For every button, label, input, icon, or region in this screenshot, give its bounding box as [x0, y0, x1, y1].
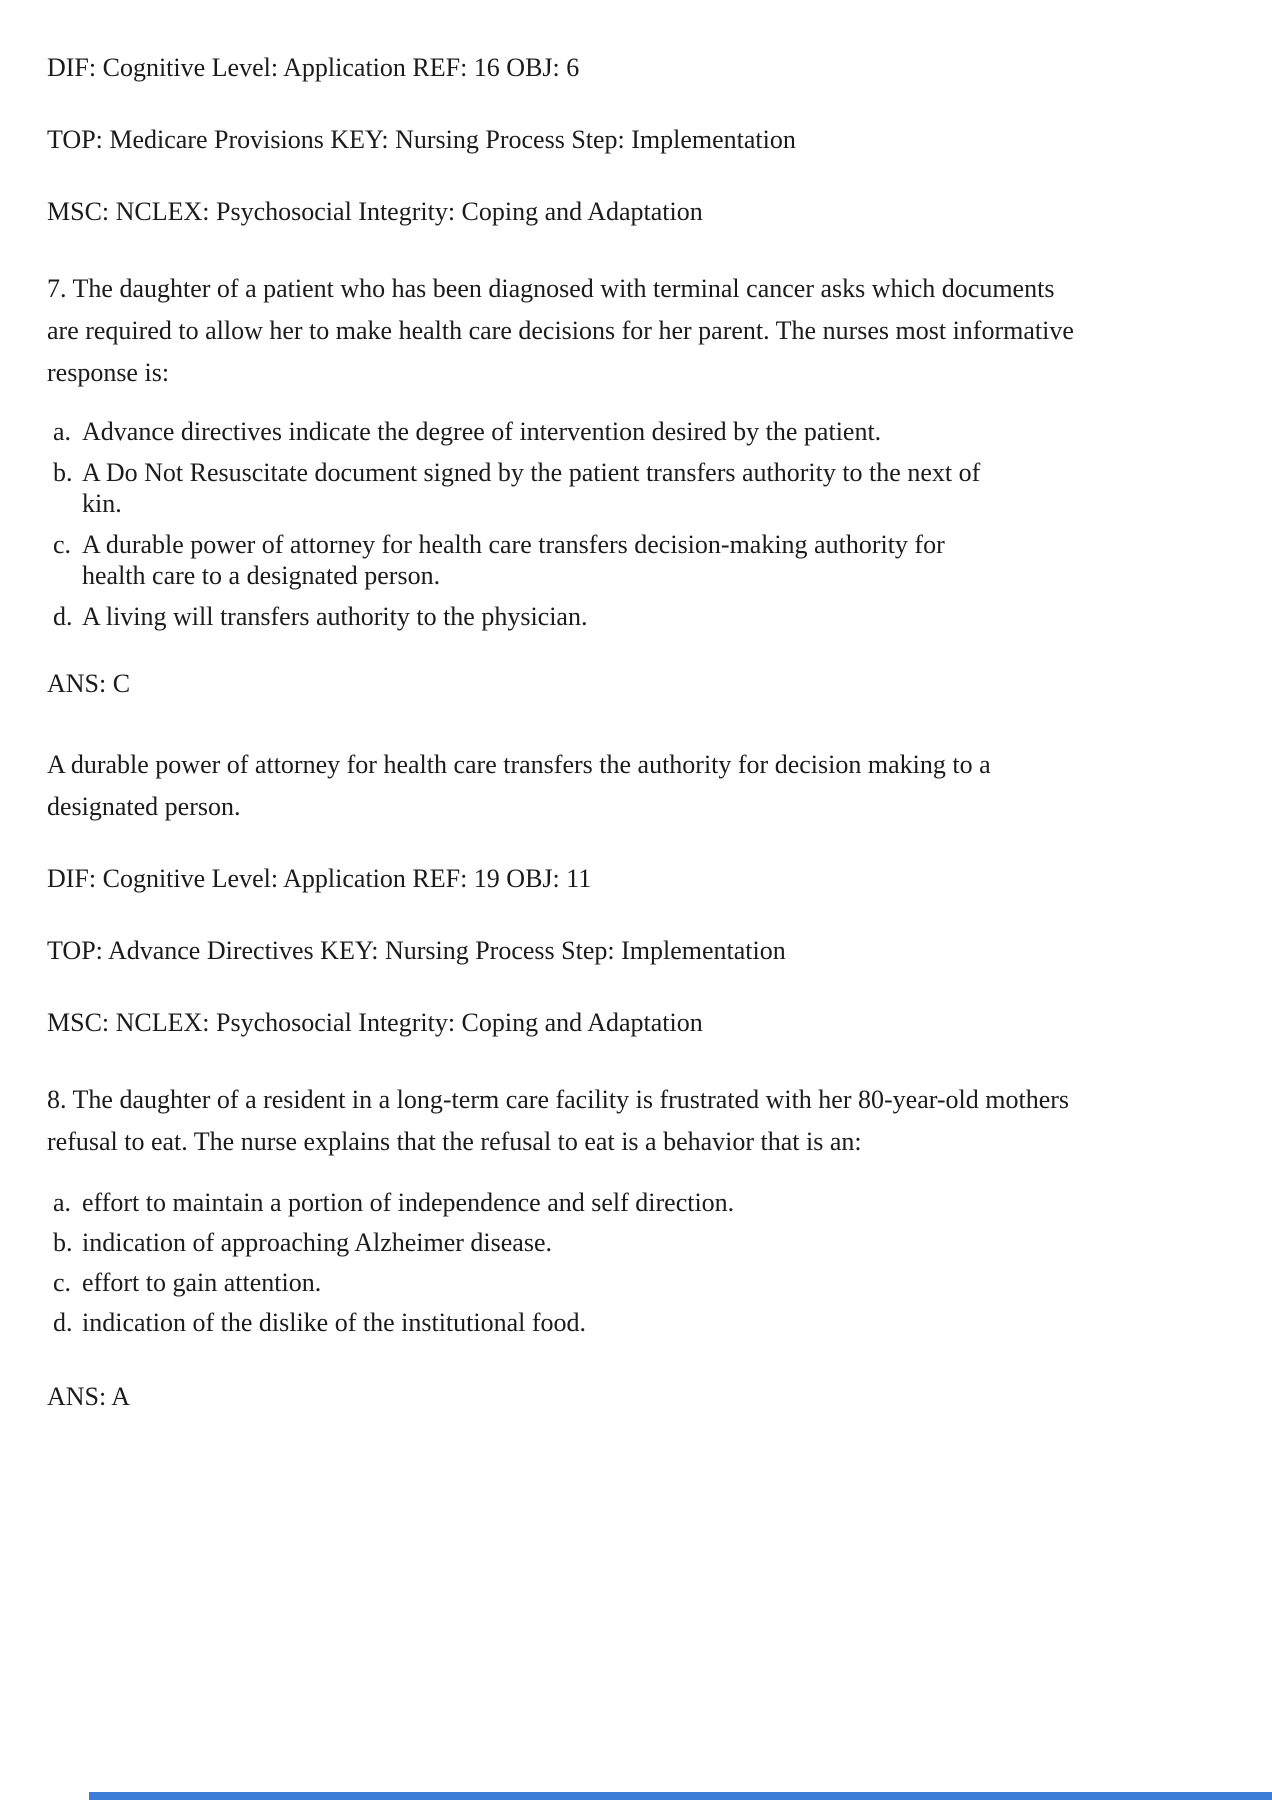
meta-line-top-q7: TOP: Advance Directives KEY: Nursing Process Step: Implementation: [47, 936, 786, 965]
option-text: A living will transfers authority to the physician.: [82, 602, 588, 631]
option-letter: b.: [53, 458, 73, 487]
meta-line-top-q6: TOP: Medicare Provisions KEY: Nursing Process Step: Implementation: [47, 125, 796, 154]
option-letter: c.: [53, 1268, 72, 1297]
question-7-option-a: [53, 416, 1272, 447]
option-text: A durable power of attorney for health care transfers decision-making authority for health care to a designated person.: [82, 530, 945, 590]
question-7-option-d: [53, 601, 1272, 632]
question-8-block: [47, 1079, 1272, 1412]
question-8-option-b: [53, 1227, 1272, 1258]
option-text: indication of the dislike of the institutional food.: [82, 1308, 587, 1337]
horizontal-scrollbar-thumb[interactable]: [89, 1792, 1272, 1800]
question-7-answer: ANS: C: [47, 669, 131, 698]
option-text: Advance directives indicate the degree of intervention desired by the patient.: [82, 417, 882, 446]
meta-line-msc-q7: MSC: NCLEX: Psychosocial Integrity: Coping and Adaptation: [47, 1008, 703, 1037]
option-text: A Do Not Resuscitate document signed by the patient transfers authority to the next of kin.: [82, 458, 981, 518]
question-7-meta: [47, 863, 1272, 1038]
question-8-options: [53, 1187, 1272, 1338]
question-7-stem: 7. The daughter of a patient who has been diagnosed with terminal cancer asks which documents are required to allow her to make health care decisions for her parent. The nurses most informative response is:: [47, 274, 1074, 387]
option-text: indication of approaching Alzheimer disease.: [82, 1228, 553, 1257]
option-letter: a.: [53, 417, 72, 446]
question-7-rationale: A durable power of attorney for health care transfers the authority for decision making to a designated person.: [47, 750, 991, 821]
question-7-option-c: [53, 529, 1272, 591]
option-text: effort to maintain a portion of independence and self direction.: [82, 1188, 735, 1217]
question-7-options: [53, 416, 1272, 632]
question-7-option-b: [53, 457, 1272, 519]
option-letter: a.: [53, 1188, 72, 1217]
question-8-stem: 8. The daughter of a resident in a long-term care facility is frustrated with her 80-year-old mothers refusal to eat. The nurse explains that the refusal to eat is a behavior that is an:: [47, 1085, 1070, 1156]
option-text: effort to gain attention.: [82, 1268, 322, 1297]
meta-line-dif-q6: DIF: Cognitive Level: Application REF: 16 OBJ: 6: [47, 53, 580, 82]
question-8-answer: ANS: A: [47, 1382, 131, 1411]
question-8-option-c: [53, 1267, 1272, 1298]
option-letter: d.: [53, 1308, 73, 1337]
question-8-option-a: [53, 1187, 1272, 1218]
option-letter: c.: [53, 530, 72, 559]
option-letter: d.: [53, 602, 73, 631]
meta-line-msc-q6: MSC: NCLEX: Psychosocial Integrity: Coping and Adaptation: [47, 197, 703, 226]
question-8-option-d: [53, 1307, 1272, 1338]
meta-line-dif-q7: DIF: Cognitive Level: Application REF: 19 OBJ: 11: [47, 864, 592, 893]
option-letter: b.: [53, 1228, 73, 1257]
